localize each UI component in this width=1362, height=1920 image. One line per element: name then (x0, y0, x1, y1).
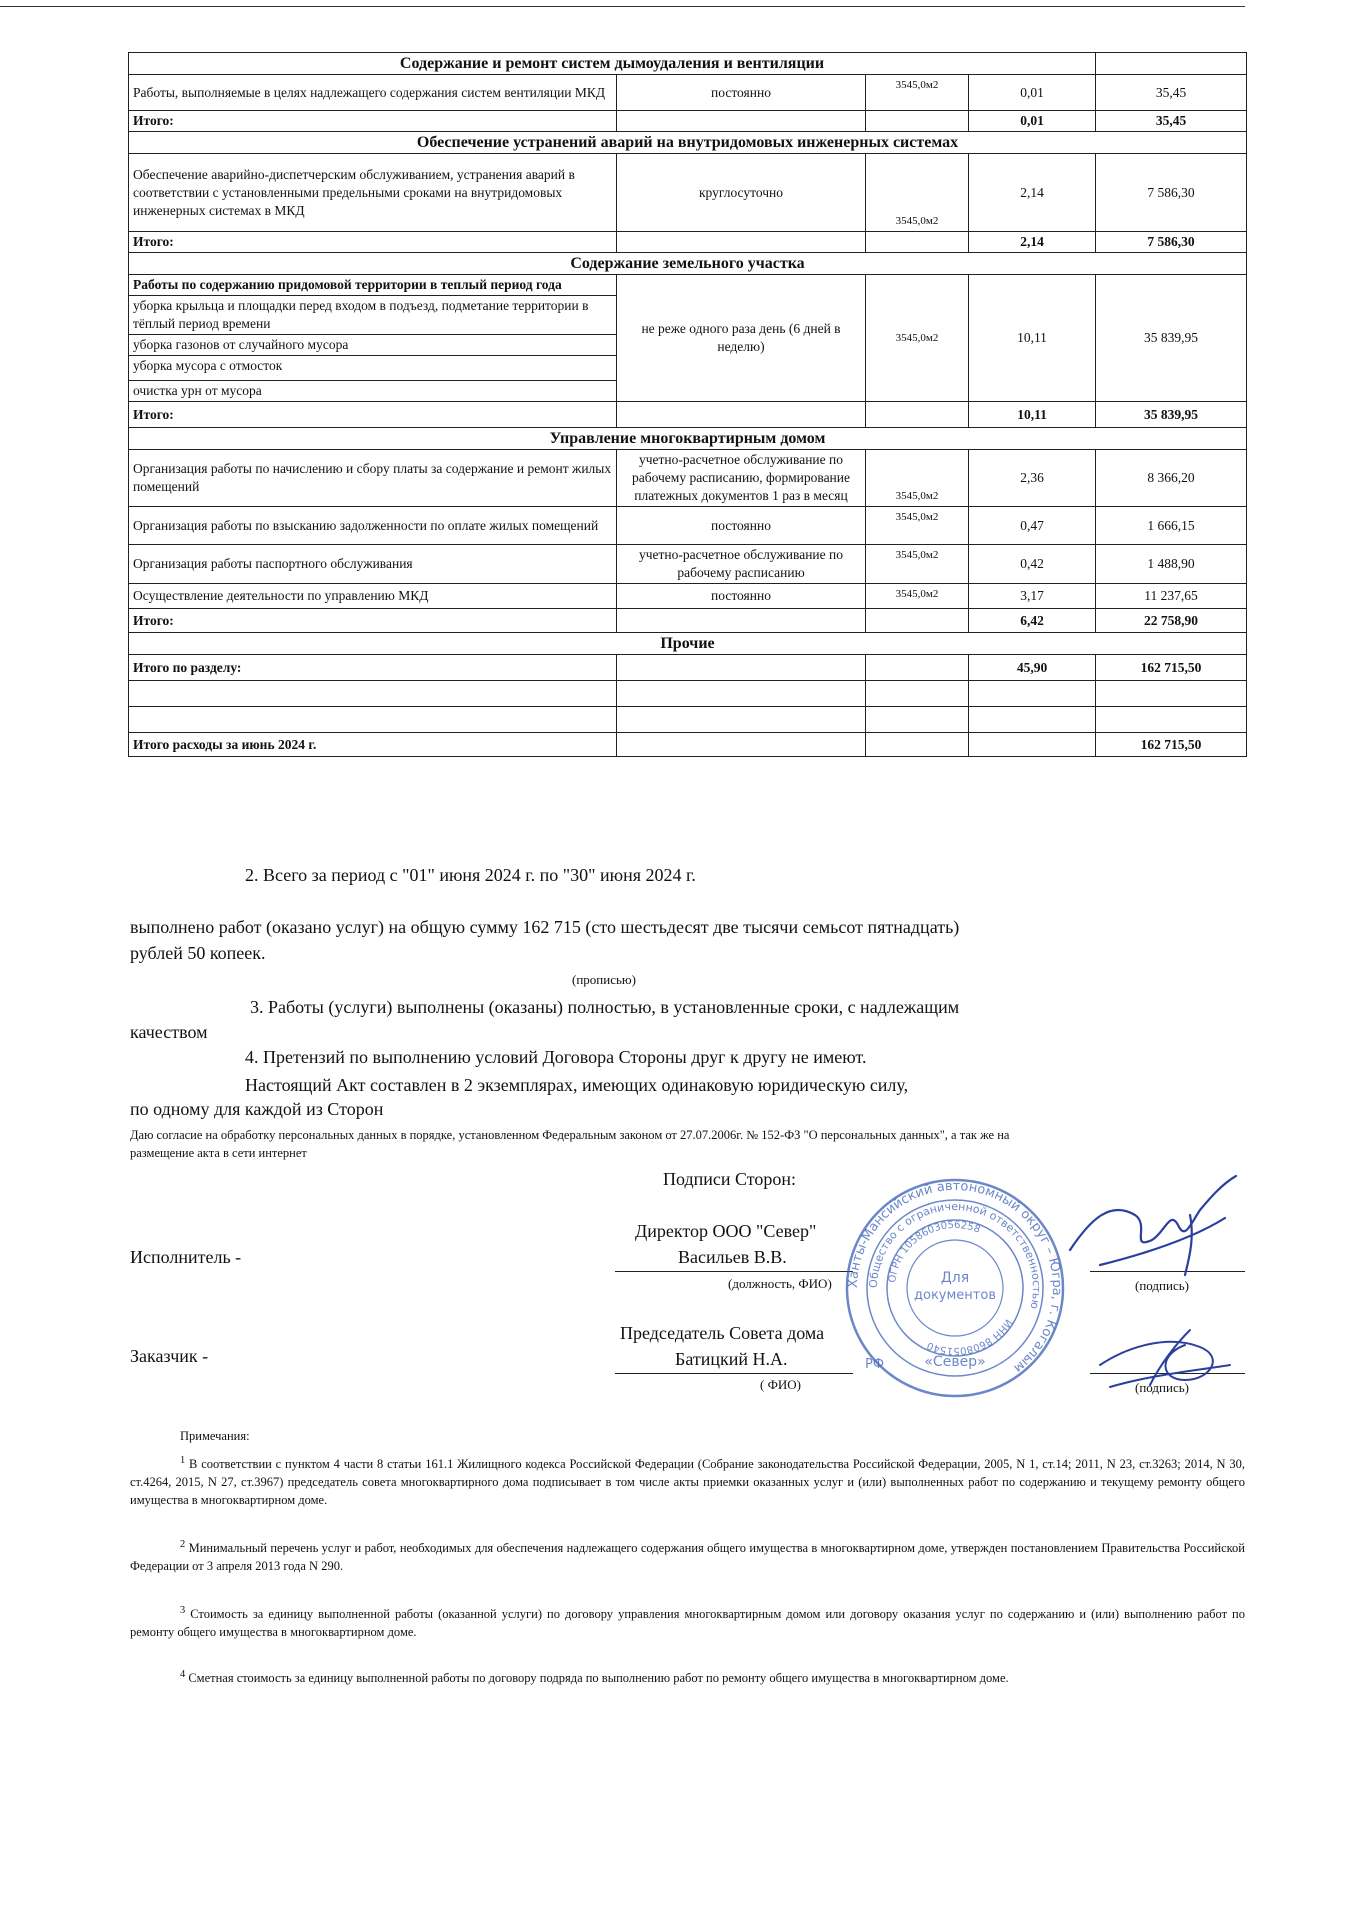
total-sum: 35 839,95 (1096, 402, 1247, 428)
total-row (129, 655, 1247, 681)
footnote-3: $^3$ Стоимость за единицу выполненной работы (оказанной услуги) по договору управления многоквартирным домом или договору оказания услуг по содержанию и (или) выполнению работ по ремонту общего имущества в многоквартирном доме. (130, 1605, 1245, 1640)
total-label: Итого: (129, 402, 617, 428)
propisyu-caption: (прописью) (572, 972, 636, 987)
executor-signature (1040, 1170, 1240, 1280)
work-rate: 0,42 (969, 545, 1096, 584)
table-row (129, 154, 1247, 232)
work-items (129, 275, 617, 402)
work-period: не реже одного раза день (6 дней в неделю) (617, 275, 866, 402)
empty-row (129, 707, 1247, 733)
work-area: 3545,0м2 (866, 450, 969, 507)
work-area: 3545,0м2 (866, 507, 969, 545)
work-period: учетно-расчетное обслуживание по рабочему расписанию (617, 545, 866, 584)
customer-name-line (615, 1373, 853, 1374)
stamp-center-1: Для (940, 1270, 970, 1286)
table-row (129, 545, 1247, 584)
section-title: Содержание и ремонт систем дымоудаления и вентиляции (129, 53, 1096, 75)
empty-row (129, 681, 1247, 707)
section-header (129, 253, 1247, 275)
paragraph-2-amount-cont: рублей 50 копеек. (130, 943, 266, 963)
section-title: Содержание земельного участка (129, 253, 1247, 275)
table-row (129, 584, 1247, 609)
work-sum: 7 586,30 (1096, 154, 1247, 232)
executor-name-line (615, 1271, 853, 1272)
section-title: Прочие (129, 633, 1247, 655)
work-sum: 8 366,20 (1096, 450, 1247, 507)
stamp-mid-text: Общество с ограниченной ответственностью (866, 1199, 1044, 1311)
stamp-ogrn: ОГРН 1058603056258 (887, 1219, 982, 1284)
work-area: 3545,0м2 (866, 584, 969, 609)
work-name: Осуществление деятельности по управлению МКД (129, 584, 617, 609)
table-row (129, 75, 1247, 111)
work-area: 3545,0м2 (866, 154, 969, 232)
total-label: Итого: (129, 111, 617, 132)
list-item: уборка крыльца и площадки перед входом в подъезд, подметание территории в тёплый период времени (129, 296, 616, 335)
work-sum: 35,45 (1096, 75, 1247, 111)
total-label: Итого по разделу: (129, 655, 617, 681)
total-rate: 6,42 (969, 609, 1096, 633)
work-sum: 1 488,90 (1096, 545, 1247, 584)
customer-caption: ( ФИО) (760, 1377, 801, 1392)
footnote-1: $^1$ В соответствии с пунктом 4 части 8 статьи 161.1 Жилищного кодекса Российской Федерации (Собрание законодательства Российской Федерации, 2005, N 1, ст.14; 2011, N 23, ст.3263; 2014, N 30, ст.4264, 2015, N 27, ст.3967) председатель совета многоквартирного дома подписывает в том числе акты приемки оказанных услуг и (или) выполненных работ по содержанию и текущему ремонту общего имущества в многоквартирном доме. (130, 1455, 1245, 1508)
work-name: Обеспечение аварийно-диспетчерским обслуживанием, устранения аварий в соответствии с установленными предельными сроками на внутридомовых инженерных системах в МКД (129, 154, 617, 232)
table-row (129, 275, 1247, 402)
total-rate: 0,01 (969, 111, 1096, 132)
total-sum: 7 586,30 (1096, 232, 1247, 253)
consent-line-cont: размещение акта в сети интернет (130, 1146, 307, 1160)
footnote-4: $^4$ Сметная стоимость за единицу выполненной работы по договору подряда по выполнению работ по ремонту общего имущества в многоквартирном доме. (180, 1669, 1009, 1686)
paragraph-5-cont: по одному для каждой из Сторон (130, 1099, 384, 1119)
work-name: Организация работы по начислению и сбору платы за содержание и ремонт жилых помещений (129, 450, 617, 507)
stamp-inn: ИНН 8608051540 (925, 1316, 1014, 1357)
work-sum: 35 839,95 (1096, 275, 1247, 402)
section-header (129, 428, 1247, 450)
paragraph-5: Настоящий Акт составлен в 2 экземплярах, имеющих одинаковую юридическую силу, (245, 1075, 909, 1095)
work-rate: 2,36 (969, 450, 1096, 507)
work-rate: 2,14 (969, 154, 1096, 232)
stamp-center-2: документов (914, 1288, 996, 1303)
stamp-name: «Север» (924, 1354, 986, 1370)
total-row (129, 111, 1247, 132)
stamp-rf: РФ (865, 1357, 885, 1372)
paragraph-2: 2. Всего за период с "01" июня 2024 г. по "30" июня 2024 г. (245, 865, 696, 885)
work-rate: 10,11 (969, 275, 1096, 402)
total-rate: 2,14 (969, 232, 1096, 253)
executor-label: Исполнитель - (130, 1247, 242, 1267)
grand-total-row (129, 733, 1247, 757)
executor-name: Васильев В.В. (678, 1247, 787, 1267)
work-period: круглосуточно (617, 154, 866, 232)
work-area: 3545,0м2 (866, 75, 969, 111)
work-rate: 3,17 (969, 584, 1096, 609)
paragraph-3: 3. Работы (услуги) выполнены (оказаны) полностью, в установленные сроки, с надлежащим (250, 997, 960, 1017)
consent-line: Даю согласие на обработку персональных данных в порядке, установленном Федеральным законом от 27.07.2006г. № 152-ФЗ "О персональных данных", а так же на (130, 1128, 1010, 1142)
total-label: Итого: (129, 609, 617, 633)
total-row (129, 609, 1247, 633)
work-sum: 11 237,65 (1096, 584, 1247, 609)
total-rate: 10,11 (969, 402, 1096, 428)
total-rate: 45,90 (969, 655, 1096, 681)
table-row (129, 507, 1247, 545)
works-table (128, 52, 1247, 757)
work-rate: 0,01 (969, 75, 1096, 111)
grand-total-label: Итого расходы за июнь 2024 г. (129, 733, 617, 757)
work-name: Работы, выполняемые в целях надлежащего содержания систем вентиляции МКД (129, 75, 617, 111)
customer-signature (1090, 1325, 1240, 1395)
signatures-title: Подписи Сторон: (663, 1169, 797, 1189)
total-row (129, 232, 1247, 253)
customer-label: Заказчик - (130, 1346, 209, 1366)
total-sum: 22 758,90 (1096, 609, 1247, 633)
work-period: постоянно (617, 75, 866, 111)
svg-text:ИНН 8608051540 (926, 1317, 1014, 1356)
top-border-line (0, 6, 1245, 7)
executor-position: Директор ООО "Север" (635, 1221, 817, 1241)
total-row (129, 402, 1247, 428)
section-title: Управление многоквартирным домом (129, 428, 1247, 450)
work-rate: 0,47 (969, 507, 1096, 545)
executor-caption: (должность, ФИО) (728, 1276, 832, 1291)
customer-position: Председатель Совета дома (620, 1323, 825, 1343)
group-header: Работы по содержанию придомовой территории в теплый период года (129, 275, 616, 296)
executor-sign-caption: (подпись) (1135, 1278, 1189, 1293)
work-name: Организация работы паспортного обслуживания (129, 545, 617, 584)
section-header (129, 633, 1247, 655)
total-label: Итого: (129, 232, 617, 253)
paragraph-4: 4. Претензий по выполнению условий Договора Стороны друг к другу не имеют. (245, 1047, 867, 1067)
list-item: уборка мусора с отмосток (129, 356, 616, 381)
section-header (129, 53, 1247, 75)
stamp-outer-text: Ханты-Мансийский автономный округ – Югра, г. Когалым (845, 1178, 1065, 1376)
work-area: 3545,0м2 (866, 275, 969, 402)
total-sum: 162 715,50 (1096, 655, 1247, 681)
work-period: учетно-расчетное обслуживание по рабочему расписанию, формирование платежных документов 1 раз в месяц (617, 450, 866, 507)
work-area: 3545,0м2 (866, 545, 969, 584)
company-stamp (845, 1178, 1065, 1398)
section-header (129, 132, 1247, 154)
work-name: Организация работы по взысканию задолженности по оплате жилых помещений (129, 507, 617, 545)
work-sum: 1 666,15 (1096, 507, 1247, 545)
footnote-2: $^2$ Минимальный перечень услуг и работ, необходимых для обеспечения надлежащего содержания общего имущества в многоквартирном доме, утвержден постановлением Правительства Российской Федерации от 3 апреля 2013 года N 290. (130, 1539, 1245, 1574)
work-period: постоянно (617, 507, 866, 545)
list-item: уборка газонов от случайного мусора (129, 335, 616, 356)
grand-total-sum: 162 715,50 (1096, 733, 1247, 757)
list-item: очистка урн от мусора (133, 383, 262, 398)
paragraph-2-amount: выполнено работ (оказано услуг) на общую сумму 162 715 (сто шестьдесят две тысячи семьсот пятнадцать) (130, 917, 960, 937)
work-period: постоянно (617, 584, 866, 609)
customer-name: Батицкий Н.А. (675, 1349, 788, 1369)
section-title: Обеспечение устранений аварий на внутридомовых инженерных системах (129, 132, 1247, 154)
customer-sign-caption: (подпись) (1135, 1380, 1189, 1395)
notes-title: Примечания: (180, 1429, 250, 1443)
table-row (129, 450, 1247, 507)
paragraph-3-cont: качеством (130, 1022, 208, 1042)
total-sum: 35,45 (1096, 111, 1247, 132)
